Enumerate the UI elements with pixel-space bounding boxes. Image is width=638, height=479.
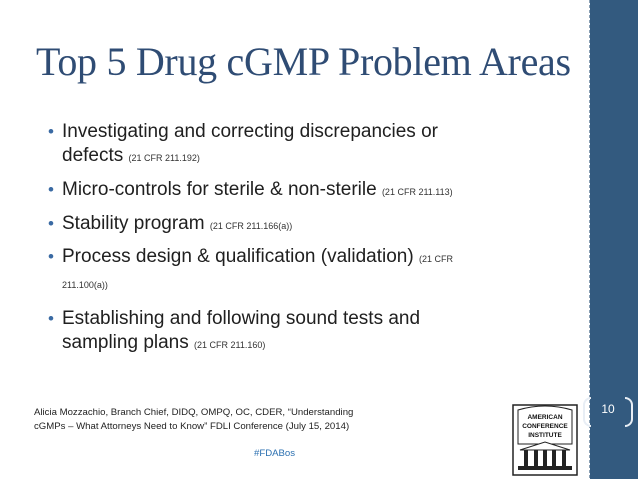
logo-text: CONFERENCE (522, 423, 568, 430)
bullet-item (48, 178, 568, 204)
bullet-item (48, 307, 568, 357)
slide-title: Top 5 Drug cGMP Problem Areas (36, 39, 571, 84)
cfr-reference: (21 CFR 211.160) (194, 340, 266, 350)
cfr-reference: (21 CFR (418, 254, 453, 264)
bullet-item (48, 212, 568, 238)
bracket-left-icon (583, 397, 591, 427)
bullet-text: Micro-controls for sterile & non-sterile (62, 179, 377, 200)
cfr-reference: (21 CFR 211.192) (128, 153, 200, 163)
american-conference-institute-logo (512, 404, 578, 476)
bullet-item (48, 120, 568, 170)
bullet-text: Establishing and following sound tests and (62, 308, 421, 329)
bullet-text: Stability program (62, 213, 205, 234)
logo-text: AMERICAN (527, 414, 563, 421)
bullet-text: defects (62, 145, 124, 166)
cfr-reference: 211.100(a)) (62, 280, 108, 290)
footnote-line: Alicia Mozzachio, Branch Chief, DIDQ, OMPQ, OC, CDER, “Understanding (34, 407, 354, 418)
bracket-right-icon (625, 397, 633, 427)
bullet-list (48, 120, 568, 357)
hashtag-label: #FDABos (254, 448, 296, 459)
cfr-reference: (21 CFR 211.166(a)) (209, 221, 293, 231)
bullet-text: sampling plans (62, 332, 189, 353)
footnote-line: cGMPs – What Attorneys Need to Know” FDLI Conference (July 15, 2014) (34, 421, 350, 432)
bullet-text: Process design & qualification (validation) (62, 246, 414, 267)
cfr-reference: (21 CFR 211.113) (381, 187, 453, 197)
source-footnote (34, 406, 364, 434)
logo-text: INSTITUTE (528, 432, 562, 439)
bullet-text: Investigating and correcting discrepancies or (62, 121, 438, 142)
page-number-badge (591, 397, 625, 423)
page-number: 10 (601, 402, 615, 416)
bullet-item (48, 245, 568, 297)
